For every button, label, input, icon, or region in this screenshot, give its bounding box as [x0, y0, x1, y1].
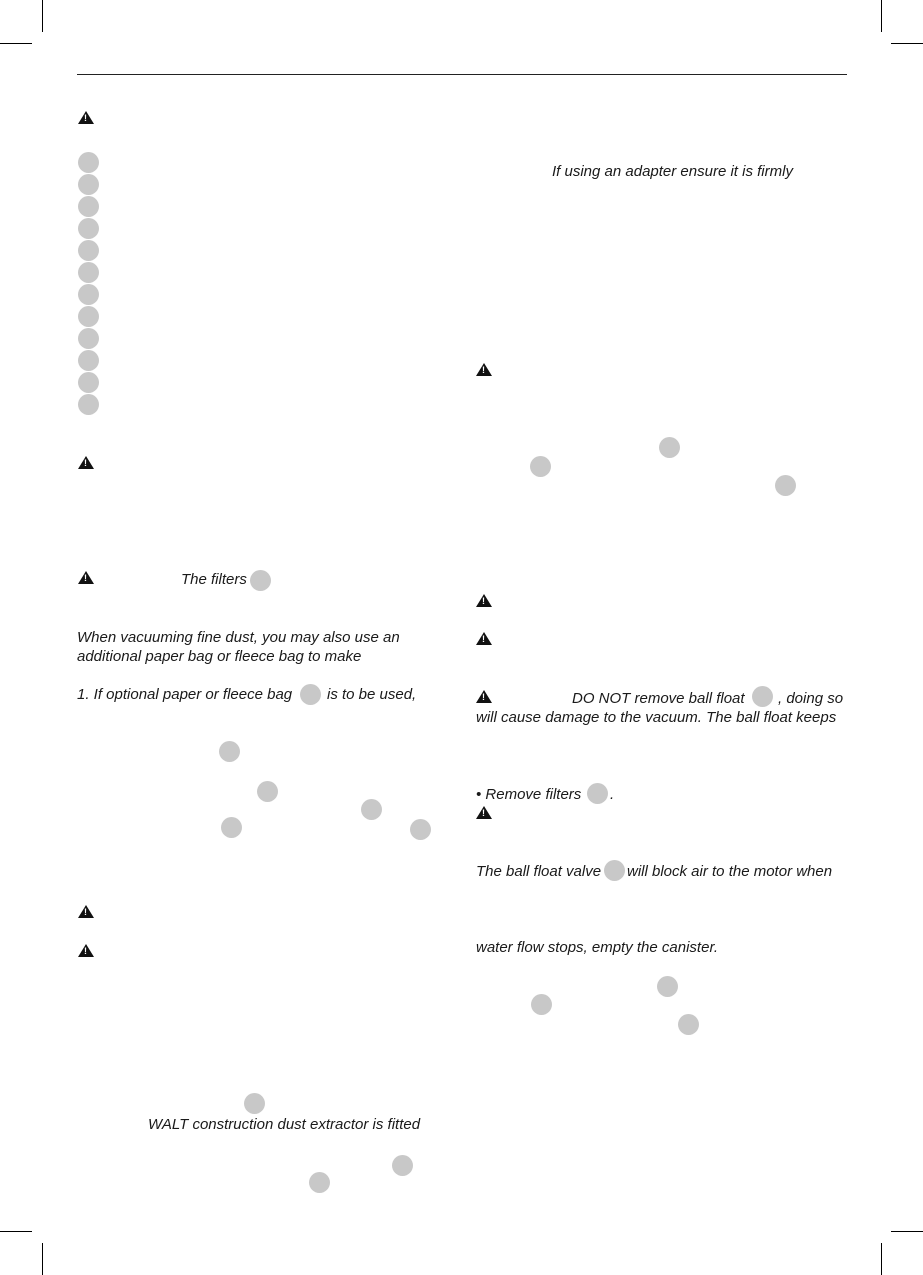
- callout-marker: [78, 196, 99, 217]
- callout-marker: [775, 475, 796, 496]
- warning-triangle-icon: [476, 806, 492, 819]
- filters-note: The filters: [181, 571, 247, 588]
- callout-marker: [78, 394, 99, 415]
- fine-dust-line-2: additional paper bag or fleece bag to make: [77, 648, 362, 665]
- crop-mark: [891, 43, 923, 44]
- warning-triangle-icon: [476, 363, 492, 376]
- callout-marker: [78, 350, 99, 371]
- callout-marker: [392, 1155, 413, 1176]
- callout-marker: [78, 152, 99, 173]
- ball-float-line-2: will cause damage to the vacuum. The ball float keeps: [476, 709, 837, 726]
- callout-marker: [361, 799, 382, 820]
- callout-marker: [219, 741, 240, 762]
- callout-marker: [410, 819, 431, 840]
- warning-triangle-icon: [78, 111, 94, 124]
- ball-valve-note-end: will block air to the motor when: [627, 863, 833, 880]
- callout-marker: [587, 783, 608, 804]
- callout-marker: [257, 781, 278, 802]
- fine-dust-line-1: When vacuuming fine dust, you may also use an: [77, 629, 400, 646]
- crop-mark: [881, 1243, 882, 1275]
- callout-marker: [309, 1172, 330, 1193]
- callout-marker: [78, 218, 99, 239]
- callout-marker: [300, 684, 321, 705]
- warning-triangle-icon: [78, 456, 94, 469]
- optional-bag-text-end: is to be used,: [327, 686, 417, 703]
- ball-float-warning-end: , doing so: [778, 690, 844, 707]
- callout-marker: [530, 456, 551, 477]
- ball-float-warning: DO NOT remove ball float: [572, 690, 745, 707]
- callout-marker: [531, 994, 552, 1015]
- callout-marker: [250, 570, 271, 591]
- warning-triangle-icon: [78, 905, 94, 918]
- callout-marker: [752, 686, 773, 707]
- callout-marker: [78, 262, 99, 283]
- callout-marker: [78, 328, 99, 349]
- callout-marker: [78, 240, 99, 261]
- optional-bag-text: 1. If optional paper or fleece bag: [77, 686, 293, 703]
- callout-marker: [657, 976, 678, 997]
- ball-valve-note: The ball float valve: [476, 863, 602, 880]
- crop-mark: [881, 0, 882, 32]
- warning-triangle-icon: [476, 690, 492, 703]
- adapter-note: If using an adapter ensure it is firmly: [552, 163, 793, 180]
- warning-triangle-icon: [78, 944, 94, 957]
- crop-mark: [0, 43, 32, 44]
- water-flow-note: water flow stops, empty the canister.: [476, 939, 719, 956]
- callout-marker: [244, 1093, 265, 1114]
- crop-mark: [42, 0, 43, 32]
- callout-marker: [659, 437, 680, 458]
- callout-marker: [678, 1014, 699, 1035]
- header-rule: [77, 74, 847, 75]
- warning-triangle-icon: [476, 632, 492, 645]
- extractor-note: WALT construction dust extractor is fitted: [148, 1116, 421, 1133]
- crop-mark: [42, 1243, 43, 1275]
- crop-mark: [891, 1231, 923, 1232]
- remove-filters-step-end: .: [610, 786, 615, 803]
- warning-triangle-icon: [78, 571, 94, 584]
- warning-triangle-icon: [476, 594, 492, 607]
- crop-mark: [0, 1231, 32, 1232]
- callout-marker: [78, 306, 99, 327]
- remove-filters-step: • Remove filters: [476, 786, 582, 803]
- callout-marker: [604, 860, 625, 881]
- callout-marker: [78, 174, 99, 195]
- callout-marker: [221, 817, 242, 838]
- callout-marker: [78, 372, 99, 393]
- callout-marker: [78, 284, 99, 305]
